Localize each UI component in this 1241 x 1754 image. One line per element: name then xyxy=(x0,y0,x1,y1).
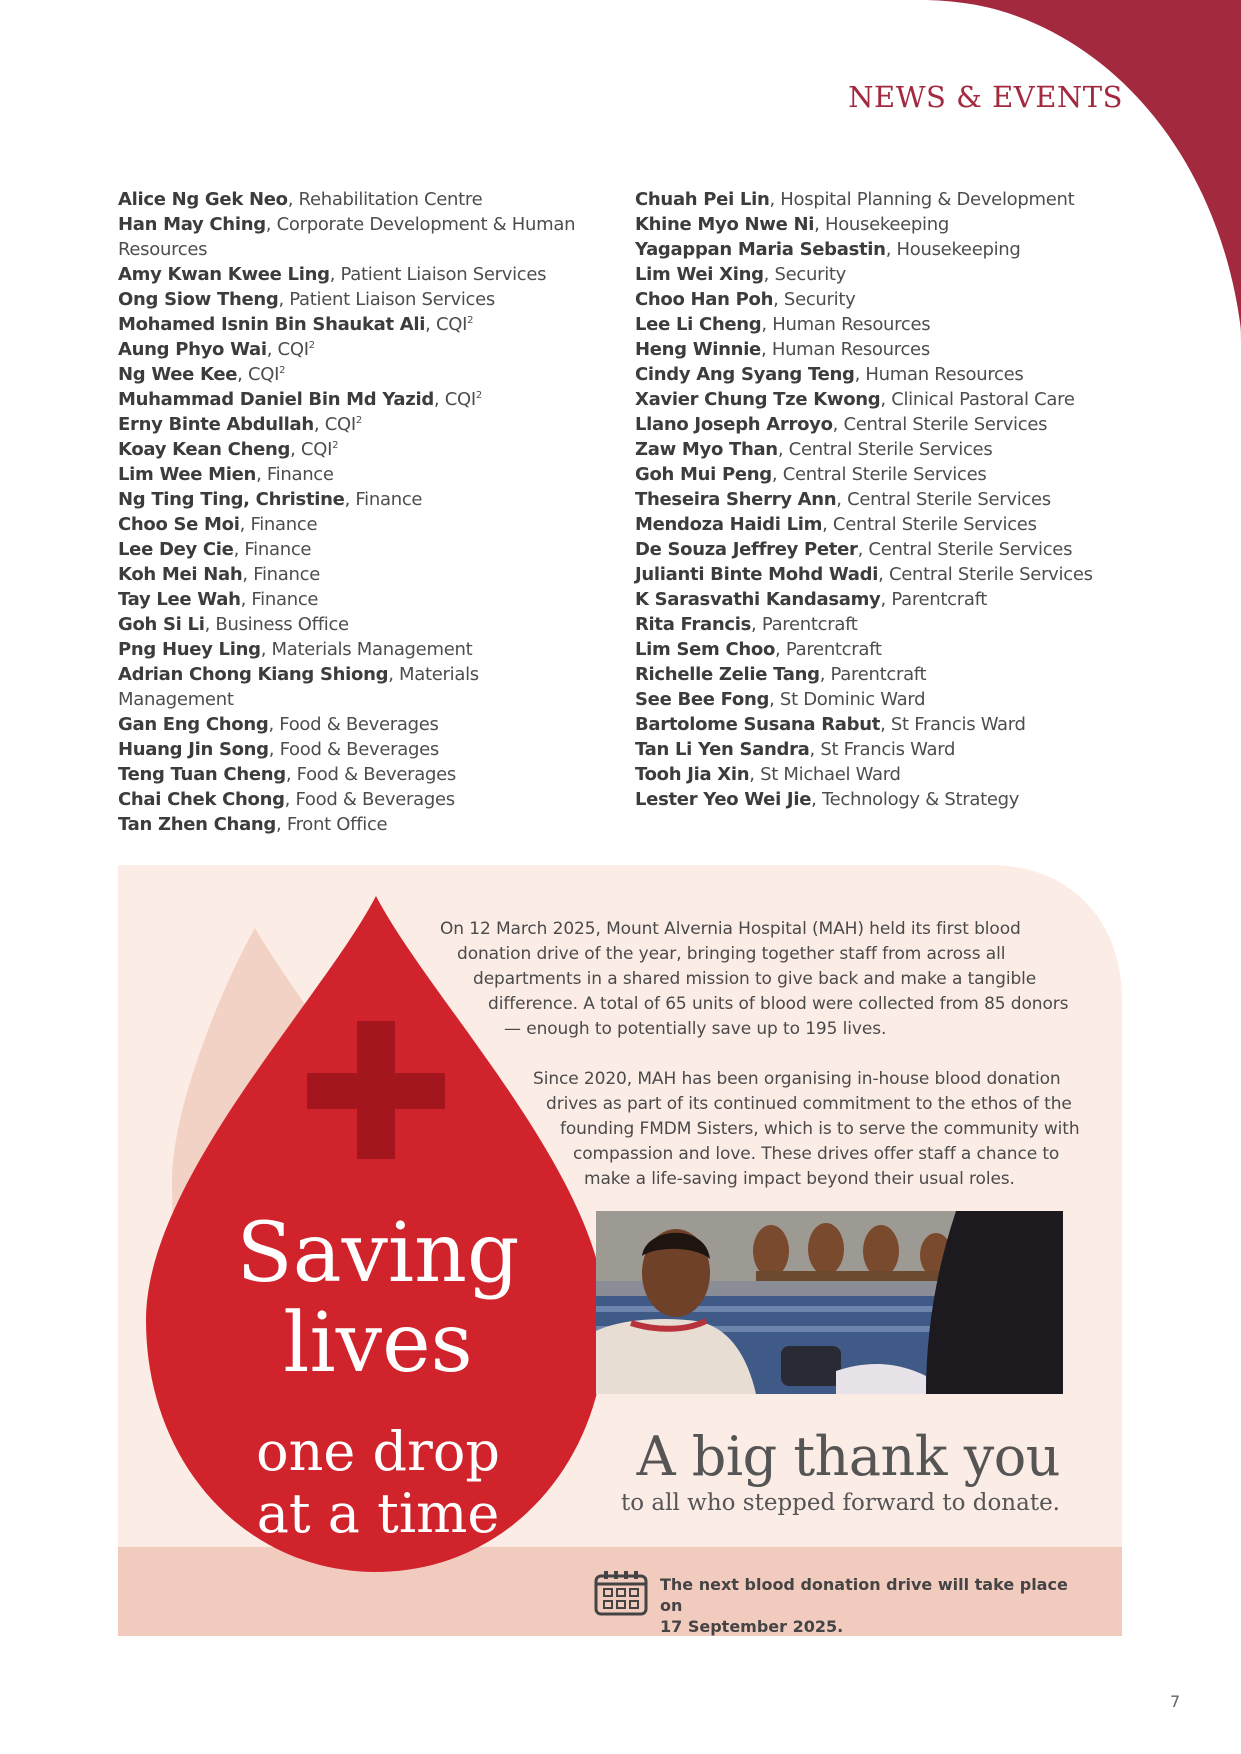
staff-name: Chuah Pei Lin xyxy=(635,189,770,210)
calendar-icon xyxy=(594,1570,648,1616)
staff-name: Rita Francis xyxy=(635,614,751,635)
staff-department: , CQI xyxy=(266,339,309,360)
staff-name: Julianti Binte Mohd Wadi xyxy=(635,564,879,585)
staff-name: Zaw Myo Than xyxy=(635,439,778,460)
staff-department: , Parentcraft xyxy=(750,614,858,635)
page-number: 7 xyxy=(1170,1692,1181,1711)
staff-name: Choo Han Poh xyxy=(635,289,774,310)
staff-name: Erny Binte Abdullah xyxy=(118,414,314,435)
article-paragraph-1: On 12 March 2025, Mount Alvernia Hospital (MAH) held its first blood donation drive of the year, bringing together staff from across all departments in a shared mission to give back and make a tangible difference. A total of 65 units of blood were collected from 85 donors — enough to potentially save up to 195 lives. xyxy=(440,919,1069,1039)
staff-department: , Materials Management xyxy=(118,664,479,710)
staff-name: Huang Jin Song xyxy=(118,739,269,760)
staff-name: Lim Wee Mien xyxy=(118,464,257,485)
section-title: NEWS & EVENTS xyxy=(848,80,1123,114)
staff-name: Lim Wei Xing xyxy=(635,264,764,285)
slogan-line-2: lives xyxy=(283,1296,473,1391)
staff-name: Muhammad Daniel Bin Md Yazid xyxy=(118,389,434,410)
staff-name: Chai Chek Chong xyxy=(118,789,285,810)
staff-department: , Rehabilitation Centre xyxy=(287,189,483,210)
staff-name: Ong Siow Theng xyxy=(118,289,279,310)
thank-you-headline: A big thank you xyxy=(636,1425,1060,1488)
donor-photo xyxy=(596,1211,1063,1394)
staff-name: Adrian Chong Kiang Shiong xyxy=(118,664,389,685)
staff-department: , Hospital Planning & Development xyxy=(769,189,1075,210)
staff-name: Tan Zhen Chang xyxy=(118,814,277,835)
staff-name: K Sarasvathi Kandasamy xyxy=(635,589,881,610)
staff-department: , Finance xyxy=(242,564,320,585)
staff-name: Gan Eng Chong xyxy=(118,714,269,735)
staff-department: , Patient Liaison Services xyxy=(278,289,495,310)
staff-name: Goh Mui Peng xyxy=(635,464,772,485)
staff-department: , Finance xyxy=(344,489,423,510)
staff-name: Koh Mei Nah xyxy=(118,564,243,585)
staff-department: , Central Sterile Services xyxy=(878,564,1093,585)
staff-name: Png Huey Ling xyxy=(118,639,261,660)
staff-name: Richelle Zelie Tang xyxy=(635,664,820,685)
staff-name: Ng Ting Ting, Christine xyxy=(118,489,345,510)
staff-name: Bartolome Susana Rabut xyxy=(635,714,881,735)
staff-department: , Technology & Strategy xyxy=(811,789,1020,810)
staff-name: Heng Winnie xyxy=(635,339,761,360)
superscript: 2 xyxy=(475,390,482,401)
staff-name: Han May Ching xyxy=(118,214,266,235)
staff-department: , St Francis Ward xyxy=(880,714,1026,735)
staff-name: Theseira Sherry Ann xyxy=(635,489,837,510)
staff-department: , St Michael Ward xyxy=(749,764,901,785)
staff-department: , St Dominic Ward xyxy=(769,689,926,710)
staff-department: , Housekeeping xyxy=(814,214,949,235)
staff-name: Lim Sem Choo xyxy=(635,639,776,660)
staff-department: , CQI xyxy=(313,414,356,435)
staff-department: , Food & Beverages xyxy=(268,714,439,735)
staff-department: , Clinical Pastoral Care xyxy=(880,389,1075,410)
staff-department: , Human Resources xyxy=(854,364,1024,385)
staff-department: , CQI xyxy=(237,364,280,385)
staff-department: , Business Office xyxy=(204,614,349,635)
staff-name: Xavier Chung Tze Kwong xyxy=(635,389,881,410)
staff-name: Lee Li Cheng xyxy=(635,314,762,335)
staff-name: Alice Ng Gek Neo xyxy=(118,189,288,210)
staff-department: , Central Sterile Services xyxy=(777,439,993,460)
staff-name: Mendoza Haidi Lim xyxy=(635,514,823,535)
staff-name: Mohamed Isnin Bin Shaukat Ali xyxy=(118,314,426,335)
staff-department: , Central Sterile Services xyxy=(857,539,1073,560)
staff-department: , Front Office xyxy=(276,814,388,835)
staff-department: , St Francis Ward xyxy=(809,739,956,760)
staff-department: , Central Sterile Services xyxy=(836,489,1051,510)
staff-name: Teng Tuan Cheng xyxy=(118,764,286,785)
staff-department: , Finance xyxy=(239,514,318,535)
staff-department: , Security xyxy=(773,289,856,310)
staff-name: Lee Dey Cie xyxy=(118,539,234,560)
staff-department: , Materials Management xyxy=(260,639,473,660)
staff-department: , Parentcraft xyxy=(819,664,927,685)
superscript: 2 xyxy=(355,415,362,426)
slogan-line-1: Saving xyxy=(236,1206,520,1301)
staff-department: , Human Resources xyxy=(760,339,930,360)
staff-department: , Security xyxy=(763,264,847,285)
slogan-line-3: one drop xyxy=(256,1420,500,1483)
superscript: 2 xyxy=(279,365,286,376)
staff-name: Tooh Jia Xin xyxy=(635,764,750,785)
staff-name: Lester Yeo Wei Jie xyxy=(635,789,812,810)
staff-name: Koay Kean Cheng xyxy=(118,439,291,460)
thank-you-subtitle: to all who stepped forward to donate. xyxy=(621,1490,1060,1516)
superscript: 2 xyxy=(467,315,474,326)
superscript: 2 xyxy=(308,340,315,351)
staff-department: Resources xyxy=(118,239,208,260)
staff-department: , Housekeeping xyxy=(885,239,1021,260)
staff-name: Tay Lee Wah xyxy=(118,589,241,610)
staff-name: Amy Kwan Kwee Ling xyxy=(118,264,330,285)
staff-department: , Finance xyxy=(240,589,319,610)
slogan-line-4: at a time xyxy=(256,1482,500,1545)
staff-name: Tan Li Yen Sandra xyxy=(635,739,810,760)
staff-department: , Central Sterile Services xyxy=(832,414,1048,435)
staff-department: , Corporate Development & Human xyxy=(265,214,576,235)
staff-name: Goh Si Li xyxy=(118,614,205,635)
staff-department: , CQI xyxy=(290,439,333,460)
staff-department: , Food & Beverages xyxy=(268,739,439,760)
next-drive-notice: The next blood donation drive will take place on 17 September 2025. xyxy=(660,1575,1068,1636)
staff-department: , Parentcraft xyxy=(775,639,882,660)
staff-department: , Central Sterile Services xyxy=(771,464,987,485)
staff-name: Cindy Ang Syang Teng xyxy=(635,364,855,385)
staff-name: Ng Wee Kee xyxy=(118,364,238,385)
staff-name: Choo Se Moi xyxy=(118,514,240,535)
staff-department: , Central Sterile Services xyxy=(822,514,1037,535)
superscript: 2 xyxy=(332,440,339,451)
staff-name: Llano Joseph Arroyo xyxy=(635,414,833,435)
staff-name: De Souza Jeffrey Peter xyxy=(635,539,858,560)
staff-name: Yagappan Maria Sebastin xyxy=(635,239,886,260)
staff-department: , CQI xyxy=(425,314,468,335)
staff-name: Aung Phyo Wai xyxy=(118,339,267,360)
staff-department: , CQI xyxy=(433,389,476,410)
staff-department: , Patient Liaison Services xyxy=(329,264,547,285)
article-paragraph-2: Since 2020, MAH has been organising in-house blood donation drives as part of its continued commitment to the ethos of the founding FMDM Sisters, which is to serve the community with compassion and love. These drives offer staff a chance to make a life-saving impact beyond their usual roles. xyxy=(533,1069,1080,1189)
staff-name: Khine Myo Nwe Ni xyxy=(635,214,815,235)
staff-name: See Bee Fong xyxy=(635,689,770,710)
staff-department: , Food & Beverages xyxy=(285,764,456,785)
staff-department: , Finance xyxy=(233,539,312,560)
staff-department: , Food & Beverages xyxy=(284,789,455,810)
staff-department: , Human Resources xyxy=(761,314,931,335)
staff-department: , Parentcraft xyxy=(880,589,988,610)
staff-department: , Finance xyxy=(256,464,334,485)
